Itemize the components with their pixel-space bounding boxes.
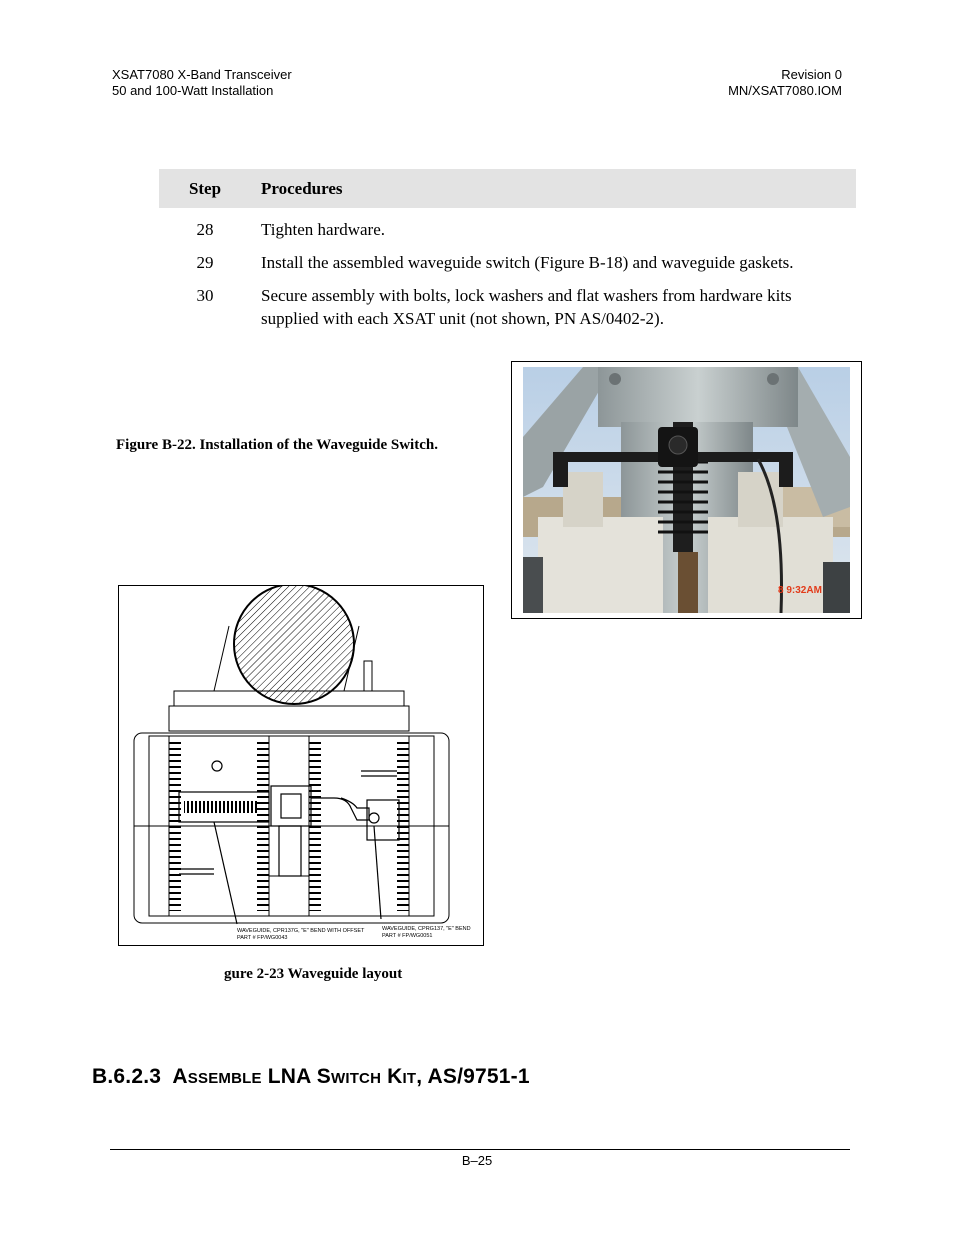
label-waveguide-left-part: PART # FP/WG0043 — [237, 935, 288, 941]
table-row — [159, 284, 856, 330]
procedure-table — [159, 169, 856, 330]
doc-number: MN/XSAT7080.IOM — [728, 83, 842, 98]
drawing-illustration — [119, 586, 483, 945]
doc-header-left — [112, 67, 292, 99]
footer-rule — [110, 1149, 850, 1150]
page-number: B–25 — [461, 1153, 493, 1168]
step-text: Tighten hardware. — [261, 220, 386, 239]
label-waveguide-right: WAVEGUIDE, CPRG137, "E" BEND — [382, 926, 471, 932]
step-text: Install the assembled waveguide switch (Figure B-18) and waveguide gaskets. — [261, 253, 794, 272]
section-title: ASSEMBLE LNA SWITCH KIT, AS/9751-1 — [172, 1065, 530, 1088]
doc-revision: Revision 0 — [781, 67, 842, 82]
table-row — [159, 218, 856, 241]
step-number: 29 — [196, 253, 214, 272]
waveguide-layout-drawing — [118, 585, 484, 946]
doc-subtitle: 50 and 100-Watt Installation — [112, 83, 274, 98]
col-step-header: Step — [188, 178, 222, 198]
col-procedures-header: Procedures — [261, 178, 343, 198]
figure-caption-waveguide-switch: Figure B-22. Installation of the Waveguide Switch. — [116, 437, 438, 453]
table-row — [159, 251, 856, 274]
figure-caption-waveguide-layout: gure 2-23 Waveguide layout — [224, 966, 403, 982]
section-heading — [92, 1065, 530, 1089]
doc-title: XSAT7080 X-Band Transceiver — [112, 67, 292, 82]
label-waveguide-right-part: PART # FP/WG0051 — [382, 933, 433, 939]
step-text: Secure assembly with bolts, lock washers and flat washers from hardware kits supplied with each XSAT unit (not shown, PN AS/0402-2). — [261, 286, 792, 328]
section-number: B.6.2.3 — [92, 1065, 162, 1088]
doc-header-right — [728, 67, 842, 99]
step-number: 30 — [196, 286, 214, 305]
waveguide-switch-photo — [511, 361, 862, 619]
step-number: 28 — [196, 220, 214, 239]
label-waveguide-left: WAVEGUIDE, CPR137G, "E" BEND WITH OFFSET — [237, 928, 365, 934]
procedure-table-header — [159, 169, 856, 208]
photo-timestamp: 8 9:32AM — [778, 585, 822, 596]
photo-illustration — [523, 367, 850, 613]
